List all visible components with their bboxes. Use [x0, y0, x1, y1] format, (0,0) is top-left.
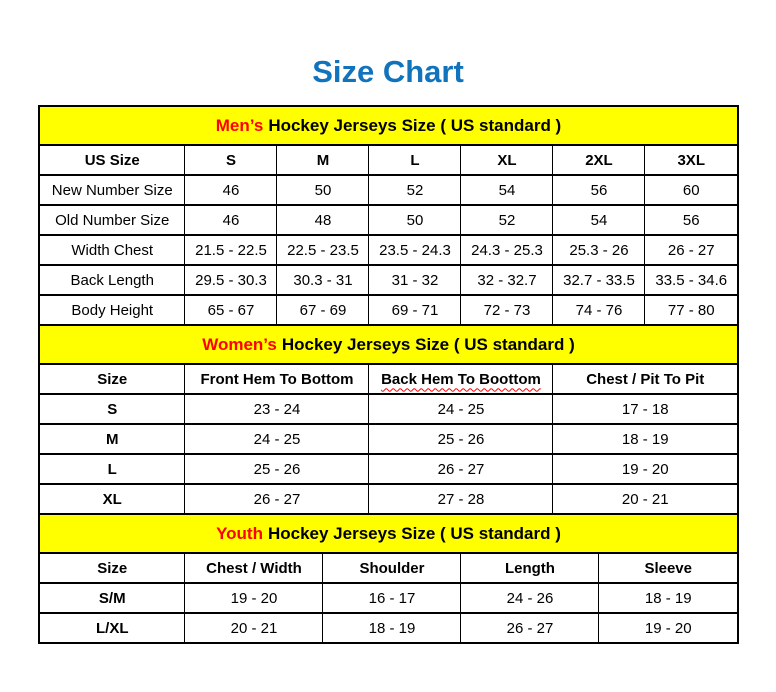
size-value-cell: 25.3 - 26 [553, 235, 645, 265]
size-value-cell: 26 - 27 [461, 613, 599, 642]
column-header [40, 365, 185, 394]
size-value-cell: 18 - 19 [599, 583, 737, 613]
table-row [40, 583, 737, 613]
size-value-cell: 69 - 71 [369, 295, 461, 324]
women-banner-highlight: Women’s [202, 335, 277, 354]
table-row [40, 175, 737, 205]
header-row [40, 365, 737, 394]
page-title: Size Chart [312, 54, 464, 89]
men-banner-text: Hockey Jerseys Size ( US standard ) [268, 116, 562, 135]
size-value-cell: 26 - 27 [185, 484, 369, 513]
size-value-cell: 26 - 27 [369, 454, 553, 484]
size-chart [38, 105, 739, 644]
column-header-label: Chest / Pit To Pit [586, 370, 705, 388]
size-value-cell: 24 - 25 [369, 394, 553, 424]
column-header [323, 554, 461, 583]
size-value-cell: 23 - 24 [185, 394, 369, 424]
row-label: Old Number Size [40, 205, 185, 235]
size-value-cell: 19 - 20 [185, 583, 323, 613]
size-value-cell: 32 - 32.7 [461, 265, 553, 295]
size-value-cell: 72 - 73 [461, 295, 553, 324]
row-label: M [40, 424, 185, 454]
column-header [645, 146, 737, 175]
size-value-cell: 33.5 - 34.6 [645, 265, 737, 295]
column-header [40, 554, 185, 583]
size-value-cell: 30.3 - 31 [277, 265, 369, 295]
table-row [40, 235, 737, 265]
size-value-cell: 24.3 - 25.3 [461, 235, 553, 265]
size-value-cell: 17 - 18 [553, 394, 737, 424]
table-row [40, 424, 737, 454]
size-value-cell: 27 - 28 [369, 484, 553, 513]
women-banner-text: Hockey Jerseys Size ( US standard ) [281, 335, 575, 354]
youth-banner-text: Hockey Jerseys Size ( US standard ) [267, 524, 561, 543]
size-value-cell: 22.5 - 23.5 [277, 235, 369, 265]
column-header [461, 554, 599, 583]
column-header [599, 554, 737, 583]
table-row [40, 613, 737, 642]
size-value-cell: 25 - 26 [369, 424, 553, 454]
column-header-label: US Size [84, 151, 140, 169]
column-header-label: M [316, 151, 330, 169]
column-header-label: 3XL [677, 151, 705, 169]
size-value-cell: 18 - 19 [553, 424, 737, 454]
table-row [40, 484, 737, 513]
column-header-label: Front Hem To Bottom [200, 370, 354, 388]
row-label: L [40, 454, 185, 484]
size-value-cell: 50 [277, 175, 369, 205]
column-header-label: L [410, 151, 420, 169]
size-value-cell: 20 - 21 [185, 613, 323, 642]
size-value-cell: 56 [553, 175, 645, 205]
column-header [553, 146, 645, 175]
size-value-cell: 74 - 76 [553, 295, 645, 324]
column-header [461, 146, 553, 175]
size-value-cell: 56 [645, 205, 737, 235]
column-header-label: Size [97, 559, 128, 577]
women-section-banner [40, 326, 737, 365]
size-value-cell: 24 - 25 [185, 424, 369, 454]
column-header-label: 2XL [585, 151, 613, 169]
youth-section-banner [40, 515, 737, 554]
table-row [40, 265, 737, 295]
size-value-cell: 31 - 32 [369, 265, 461, 295]
size-value-cell: 16 - 17 [323, 583, 461, 613]
size-value-cell: 26 - 27 [645, 235, 737, 265]
size-value-cell: 60 [645, 175, 737, 205]
size-value-cell: 24 - 26 [461, 583, 599, 613]
size-value-cell: 54 [553, 205, 645, 235]
table-row [40, 394, 737, 424]
size-value-cell: 32.7 - 33.5 [553, 265, 645, 295]
youth-banner-highlight: Youth [216, 524, 263, 543]
size-value-cell: 18 - 19 [323, 613, 461, 642]
table-row [40, 295, 737, 324]
column-header-label: Sleeve [644, 559, 692, 577]
column-header-label: Back Hem To Boottom [381, 370, 541, 388]
header-row [40, 554, 737, 583]
column-header [369, 365, 553, 394]
row-label: S/M [40, 583, 185, 613]
column-header-label: Chest / Width [206, 559, 302, 577]
size-value-cell: 21.5 - 22.5 [185, 235, 277, 265]
size-value-cell: 48 [277, 205, 369, 235]
column-header-label: Shoulder [359, 559, 425, 577]
men-section [40, 107, 737, 324]
size-value-cell: 19 - 20 [553, 454, 737, 484]
men-banner-highlight: Men’s [215, 116, 264, 135]
column-header-label: Length [504, 559, 555, 577]
men-size-table [40, 146, 737, 324]
row-label: New Number Size [40, 175, 185, 205]
size-value-cell: 54 [461, 175, 553, 205]
size-value-cell: 29.5 - 30.3 [185, 265, 277, 295]
size-value-cell: 50 [369, 205, 461, 235]
column-header [277, 146, 369, 175]
header-row [40, 146, 737, 175]
women-section [40, 324, 737, 513]
size-value-cell: 25 - 26 [185, 454, 369, 484]
size-value-cell: 46 [185, 205, 277, 235]
table-row [40, 205, 737, 235]
table-row [40, 454, 737, 484]
row-label: L/XL [40, 613, 185, 642]
column-header [553, 365, 737, 394]
row-label: Width Chest [40, 235, 185, 265]
column-header [40, 146, 185, 175]
size-value-cell: 19 - 20 [599, 613, 737, 642]
men-section-banner [40, 107, 737, 146]
column-header [185, 365, 369, 394]
column-header-label: Size [97, 370, 128, 388]
column-header-label: XL [497, 151, 517, 169]
size-value-cell: 52 [461, 205, 553, 235]
size-value-cell: 65 - 67 [185, 295, 277, 324]
size-value-cell: 20 - 21 [553, 484, 737, 513]
size-value-cell: 52 [369, 175, 461, 205]
youth-size-table [40, 554, 737, 642]
column-header [185, 146, 277, 175]
row-label: XL [40, 484, 185, 513]
row-label: Body Height [40, 295, 185, 324]
size-value-cell: 77 - 80 [645, 295, 737, 324]
row-label: S [40, 394, 185, 424]
column-header [185, 554, 323, 583]
row-label: Back Length [40, 265, 185, 295]
column-header [369, 146, 461, 175]
size-value-cell: 46 [185, 175, 277, 205]
column-header-label: S [225, 151, 236, 169]
women-size-table [40, 365, 737, 513]
size-value-cell: 23.5 - 24.3 [369, 235, 461, 265]
size-value-cell: 67 - 69 [277, 295, 369, 324]
youth-section [40, 513, 737, 642]
